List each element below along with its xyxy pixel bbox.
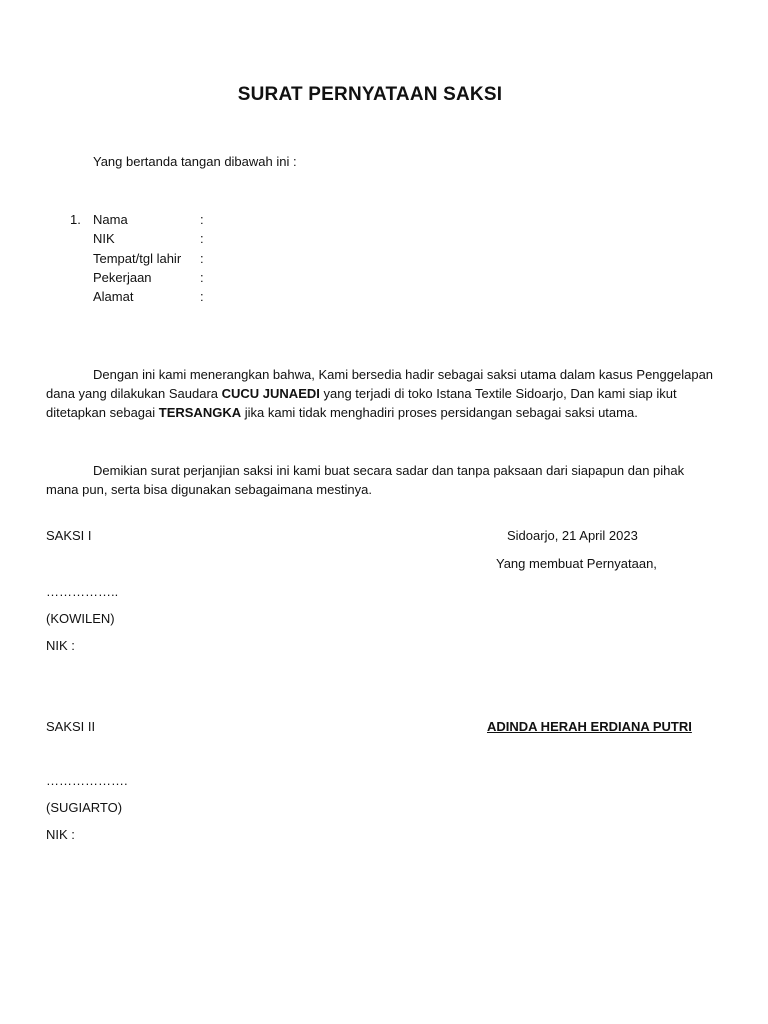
witness1-name: (KOWILEN) [46,611,115,626]
field-colon: : [200,270,204,285]
maker-name: ADINDA HERAH ERDIANA PUTRI [487,719,692,734]
place-date: Sidoarjo, 21 April 2023 [507,528,638,543]
field-label: Alamat [93,289,134,304]
witness2-nik: NIK : [46,827,75,842]
statement-text-part2: yang terjadi di toko Istana Textile Sidoarjo, Dan kami siap ikut ditetapkan sebagai [46,386,677,420]
field-row-pekerjaan [93,268,204,287]
field-row-nik [93,229,204,248]
field-colon: : [200,289,204,304]
accused-name: CUCU JUNAEDI [221,386,320,401]
witness1-signature-dots: …………….. [46,584,119,599]
witness2-label: SAKSI II [46,719,96,734]
field-label: NIK [93,231,115,246]
witness1-nik: NIK : [46,638,75,653]
field-colon: : [200,251,204,266]
intro-text: Yang bertanda tangan dibawah ini : [93,154,297,169]
list-number: 1. [70,212,81,227]
witness2-signature-dots: ………………. [46,773,128,788]
witness1-label: SAKSI I [46,528,92,543]
closing-text: Demikian surat perjanjian saksi ini kami buat secara sadar dan tanpa paksaan dari siapapun dan pihak mana pun, serta bisa digunakan sebagaimana mestinya. [46,463,685,497]
field-row-tempat-tgl-lahir [93,249,204,268]
maker-label: Yang membuat Pernyataan, [496,556,657,571]
field-label: Pekerjaan [93,270,152,285]
statement-text-part1: Dengan ini kami menerangkan bahwa, Kami bersedia hadir sebagai saksi utama dalam kasus Penggelapan dana yang dilakukan Saudara [46,367,714,401]
suspect-term: TERSANGKA [158,405,242,420]
field-colon: : [200,212,204,227]
witness2-name: (SUGIARTO) [46,800,123,815]
field-colon: : [200,231,204,246]
field-label: Tempat/tgl lahir [93,251,182,266]
field-row-nama [93,210,204,229]
field-row-alamat [93,287,204,306]
document-title: SURAT PERNYATAAN SAKSI [237,84,503,105]
field-label: Nama [93,212,128,227]
statement-paragraph [46,365,716,422]
closing-paragraph [46,461,716,499]
statement-text-part3: jika kami tidak menghadiri proses persidangan sebagai saksi utama. [241,405,638,420]
